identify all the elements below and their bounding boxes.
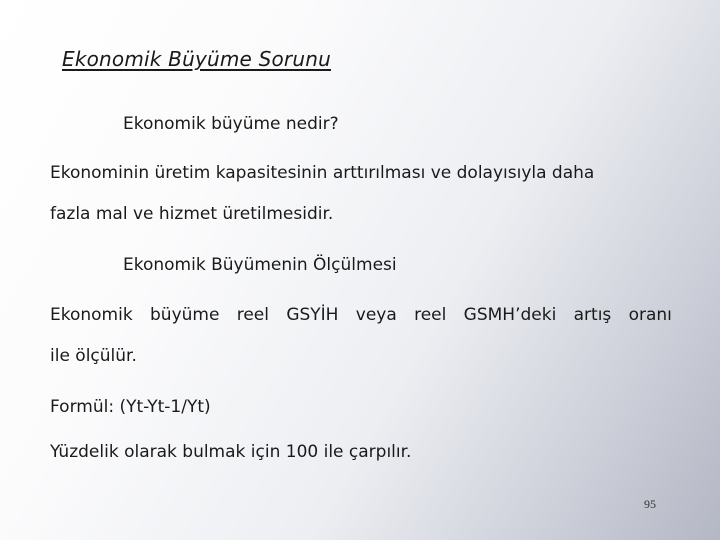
word: reel — [236, 305, 269, 325]
word: Ekonomik — [50, 305, 133, 325]
measurement-paragraph — [50, 295, 672, 377]
word: büyüme — [150, 305, 220, 325]
word: artış — [573, 305, 612, 325]
word: GSYİH — [286, 305, 339, 325]
measurement-line-1 — [50, 295, 672, 336]
percent-note: Yüzdelik olarak bulmak için 100 ile çarpılır. — [50, 442, 412, 462]
section-heading-measurement: Ekonomik Büyümenin Ölçülmesi — [123, 255, 397, 275]
formula-line: Formül: (Yt-Yt-1/Yt) — [50, 397, 211, 417]
page-number: 95 — [644, 497, 656, 511]
slide-title: Ekonomik Büyüme Sorunu — [62, 47, 331, 71]
definition-line-2: fazla mal ve hizmet üretilmesidir. — [50, 204, 334, 224]
word: reel — [414, 305, 447, 325]
word: GSMH’deki — [463, 305, 557, 325]
definition-paragraph — [50, 153, 672, 235]
definition-line-1: Ekonominin üretim kapasitesinin arttırılması ve dolayısıyla daha — [50, 163, 595, 183]
word: veya — [355, 305, 397, 325]
section-heading-definition: Ekonomik büyüme nedir? — [123, 114, 339, 134]
word: oranı — [628, 305, 672, 325]
measurement-line-2: ile ölçülür. — [50, 346, 137, 366]
